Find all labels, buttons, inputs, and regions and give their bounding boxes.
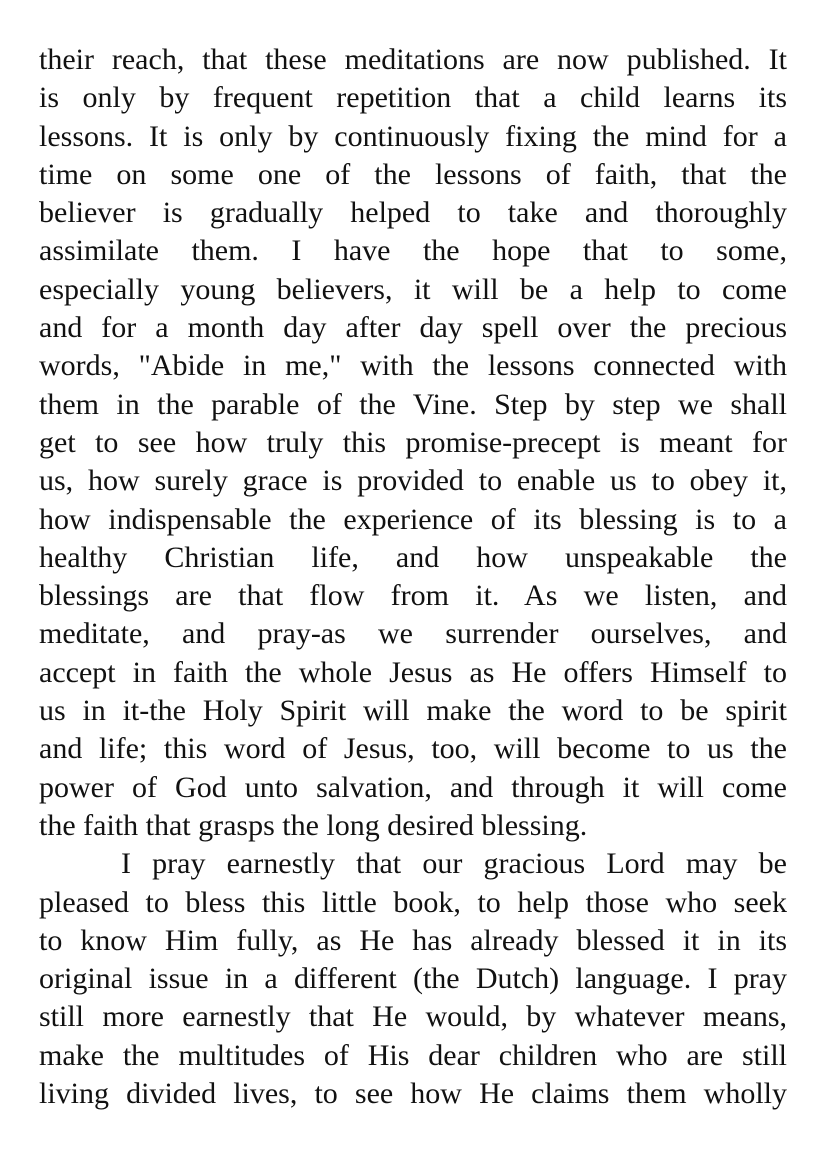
text-line: how indispensable the experience of its blessing is to a	[39, 502, 787, 536]
text-line: especially young believers, it will be a help to come	[39, 272, 787, 306]
text-line: and life; this word of Jesus, too, will become to us the	[39, 732, 787, 766]
text-line: blessings are that flow from it. As we listen, and	[39, 579, 787, 613]
paragraph-2	[39, 845, 787, 1113]
text-line: and for a month day after day spell over the precious	[39, 311, 787, 345]
text-line: us in it-the Holy Spirit will make the word to be spirit	[39, 694, 787, 728]
text-line: assimilate them. I have the hope that to some,	[39, 234, 787, 268]
paragraph-1	[39, 41, 787, 845]
text-line: power of God unto salvation, and through it will come	[39, 770, 787, 804]
text-line: their reach, that these meditations are now published. It	[39, 43, 787, 76]
text-line: meditate, and pray-as we surrender ourselves, and	[39, 617, 787, 651]
text-line: accept in faith the whole Jesus as He offers Himself to	[39, 655, 787, 689]
text-line: I pray earnestly that our gracious Lord may be	[121, 847, 787, 881]
text-line: is only by frequent repetition that a child learns its	[39, 81, 787, 115]
text-line: lessons. It is only by continuously fixing the mind for a	[39, 119, 787, 153]
text-line: living divided lives, to see how He claims them wholly	[39, 1077, 787, 1111]
text-line: them in the parable of the Vine. Step by step we shall	[39, 387, 787, 421]
text-line: pleased to bless this little book, to help those who seek	[39, 885, 787, 919]
text-line: believer is gradually helped to take and thoroughly	[39, 196, 787, 230]
text-line: us, how surely grace is provided to enable us to obey it,	[39, 464, 787, 498]
text-line: still more earnestly that He would, by whatever means,	[39, 1000, 787, 1034]
text-line: healthy Christian life, and how unspeakable the	[39, 540, 787, 574]
text-line: the faith that grasps the long desired blessing.	[39, 808, 588, 842]
document-page	[39, 41, 787, 1113]
text-line: time on some one of the lessons of faith, that the	[39, 157, 787, 191]
text-line: make the multitudes of His dear children who are still	[39, 1038, 787, 1072]
text-line: get to see how truly this promise-precept is meant for	[39, 425, 787, 459]
text-line: to know Him fully, as He has already blessed it in its	[39, 923, 787, 957]
text-line: original issue in a different (the Dutch) language. I pray	[39, 962, 787, 996]
text-line: words, "Abide in me," with the lessons connected with	[39, 349, 787, 383]
